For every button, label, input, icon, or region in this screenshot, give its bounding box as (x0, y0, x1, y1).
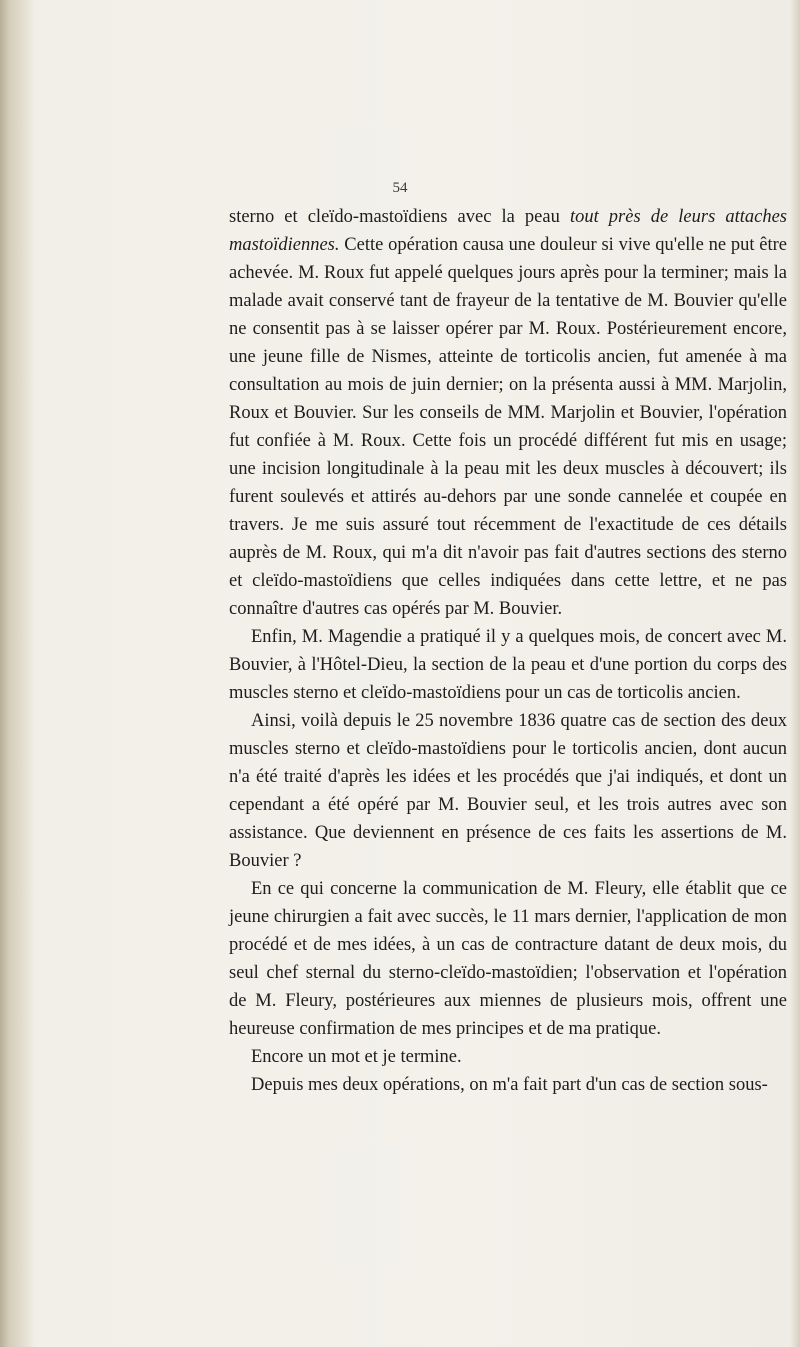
paragraph-2: Enfin, M. Magendie a pratiqué il y a quelques mois, de concert avec M. Bouvier, à l'Hôtel-Dieu, la section de la peau et d'une portion du corps des muscles sterno et cleïdo-mastoïdiens pour un cas de torticolis ancien. (229, 627, 787, 703)
paragraph-3: Ainsi, voilà depuis le 25 novembre 1836 quatre cas de section des deux muscles sterno et cleïdo-mastoïdiens pour le torticolis ancien, dont aucun n'a été traité d'après les idées et les procédés que j'ai indiqués, et dont un cependant a été opéré par M. Bouvier seul, et les trois autres avec son assistance. Que deviennent en présence de ces faits les assertions de M. Bouvier ? (229, 711, 787, 871)
page-edge (790, 0, 800, 1347)
paragraph-6: Depuis mes deux opérations, on m'a fait part d'un cas de section sous- (251, 1075, 768, 1095)
paragraph-1-text-b: Cette opération causa une douleur si vive qu'elle ne put être achevée. M. Roux fut appelé quelques jours après pour la terminer; mais la malade avait conservé tant de frayeur de la tentative de M. Bouvier qu'elle ne consentit pas à se laisser opérer par M. Roux. Postérieurement encore, une jeune fille de Nismes, atteinte de torticolis ancien, fut amenée à ma consultation au mois de juin dernier; on la présenta aussi à MM. Marjolin, Roux et Bouvier. Sur les conseils de MM. Marjolin et Bouvier, l'opération fut confiée à M. Roux. Cette fois un procédé différent fut mis en usage; une incision longitudinale à la peau mit les deux muscles à découvert; ils furent soulevés et attirés au-dehors par une sonde cannelée et coupée en travers. Je me suis assuré tout récemment de l'exactitude de ces détails auprès de M. Roux, qui m'a dit n'avoir pas fait d'autres sections des sterno et cleïdo-mastoïdiens que celles indiquées dans cette lettre, et ne pas connaître d'autres cas opérés par M. Bouvier. (229, 235, 787, 619)
binding-shadow (0, 0, 34, 1347)
body-text (229, 203, 787, 1099)
paragraph-4: En ce qui concerne la communication de M. Fleury, elle établit que ce jeune chirurgien a fait avec succès, le 11 mars dernier, l'application de mon procédé et de mes idées, à un cas de contracture datant de deux mois, du seul chef sternal du sterno-cleïdo-mastoïdien; l'observation et l'opération de M. Fleury, postérieures aux miennes de plusieurs mois, offrent une heureuse confirmation de mes principes et de ma pratique. (229, 879, 787, 1039)
page-number: 54 (392, 180, 408, 196)
paragraph-5: Encore un mot et je termine. (251, 1047, 462, 1067)
paragraph-1-text-a: sterno et cleïdo-mastoïdiens avec la peau (229, 207, 570, 227)
paragraph-1 (229, 203, 787, 623)
paragraph-1-italic: tout près de leurs attaches mastoïdiennes. (229, 207, 787, 255)
